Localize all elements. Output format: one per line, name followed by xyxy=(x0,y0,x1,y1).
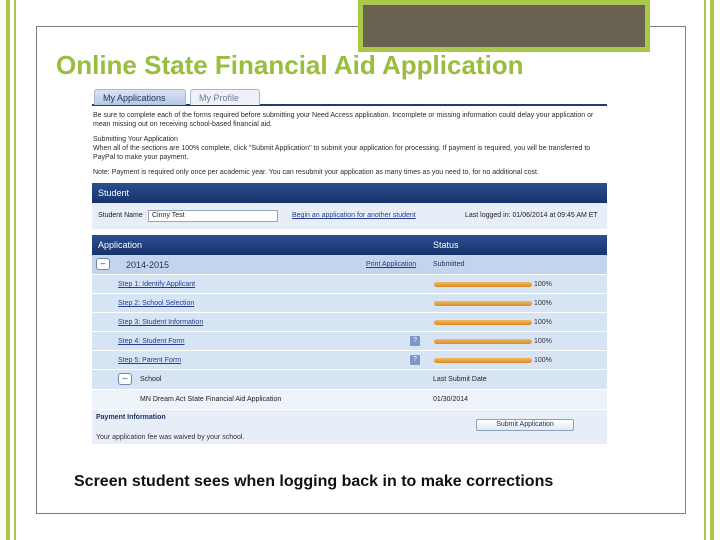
progress-fill xyxy=(434,301,532,306)
step-4-progress-bar xyxy=(434,339,532,344)
school-header-row xyxy=(92,370,607,390)
step-3-link[interactable]: Step 3: Student Information xyxy=(118,319,204,326)
step-2-progress-bar xyxy=(434,301,532,306)
tab-my-applications[interactable]: My Applications xyxy=(94,89,186,105)
tab-my-profile[interactable]: My Profile xyxy=(190,89,260,105)
payment-section xyxy=(92,410,607,444)
step-3-progress-bar xyxy=(434,320,532,325)
step-row xyxy=(92,294,607,313)
step-3-percent: 100% xyxy=(534,319,552,326)
application-status: Submitted xyxy=(433,261,465,268)
payment-message: Your application fee was waived by your school. xyxy=(96,434,245,441)
step-1-progress-bar xyxy=(434,282,532,287)
student-header: Student xyxy=(92,183,607,203)
school-application-date: 01/30/2014 xyxy=(433,396,469,403)
collapse-school-button[interactable]: – xyxy=(118,373,132,385)
left-decor-stripe-thin xyxy=(14,0,16,540)
step-5-link[interactable]: Step 5: Parent Form xyxy=(118,357,182,364)
step-2-percent: 100% xyxy=(534,300,552,307)
step-row xyxy=(92,275,607,294)
right-decor-stripe-thin xyxy=(704,0,706,540)
right-decor-stripe xyxy=(710,0,714,540)
submit-application-button[interactable]: Submit Application xyxy=(476,419,574,431)
student-name-label: Student Name xyxy=(98,212,143,219)
step-row xyxy=(92,332,607,351)
step-1-percent: 100% xyxy=(534,281,552,288)
student-name-field[interactable]: Cinny Test xyxy=(148,210,278,222)
left-decor-stripe xyxy=(6,0,10,540)
progress-fill xyxy=(434,320,532,325)
intro-text xyxy=(92,106,607,177)
payment-title: Payment Information xyxy=(96,414,166,421)
decor-block xyxy=(358,0,650,52)
step-5-progress-bar xyxy=(434,358,532,363)
help-icon[interactable]: ? xyxy=(410,355,420,365)
last-logged-in: Last logged in: 01/06/2014 at 09:45 AM ET xyxy=(465,212,598,219)
collapse-year-button[interactable]: – xyxy=(96,258,110,270)
step-5-percent: 100% xyxy=(534,357,552,364)
step-4-percent: 100% xyxy=(534,338,552,345)
progress-fill xyxy=(434,358,532,363)
submitting-heading: Submitting Your Application xyxy=(93,136,178,143)
slide-caption: Screen student sees when logging back in to make corrections xyxy=(74,473,554,490)
steps-list xyxy=(92,275,607,370)
student-row xyxy=(92,203,607,229)
step-2-link[interactable]: Step 2: School Selection xyxy=(118,300,195,307)
application-year: 2014-2015 xyxy=(126,260,170,270)
submitting-text: When all of the sections are 100% complete, click "Submit Application" to submit your application for processing. If payment is required, you will be transferred to PayPal to make your payment. xyxy=(93,145,591,161)
print-application-link[interactable]: Print Application xyxy=(366,261,417,268)
application-column-header: Application xyxy=(98,240,143,250)
slide-title: Online State Financial Aid Application xyxy=(56,50,524,80)
progress-fill xyxy=(434,339,532,344)
payment-note: Note: Payment is required only once per academic year. You can resubmit your application as many times as you need to, for no additional cost. xyxy=(93,169,539,176)
step-1-link[interactable]: Step 1: Identify Applicant xyxy=(118,281,196,288)
school-application-row xyxy=(92,390,607,410)
step-4-link[interactable]: Step 4: Student Form xyxy=(118,338,185,345)
tab-bar xyxy=(92,88,607,106)
application-header xyxy=(92,235,607,255)
school-application-name: MN Dream Act State Financial Aid Application xyxy=(140,396,282,403)
last-submit-label: Last Submit Date xyxy=(433,376,487,383)
school-label: School xyxy=(140,376,162,383)
year-row xyxy=(92,255,607,275)
begin-application-link[interactable]: Begin an application for another student xyxy=(292,212,416,219)
step-row xyxy=(92,351,607,370)
status-column-header: Status xyxy=(433,240,459,250)
application-screenshot xyxy=(92,88,607,466)
intro-paragraph: Be sure to complete each of the forms required before submitting your Need Access application. Incomplete or missing information could delay your application or mean missing out on receiving school-based financial aid. xyxy=(93,112,594,128)
help-icon[interactable]: ? xyxy=(410,336,420,346)
progress-fill xyxy=(434,282,532,287)
step-row xyxy=(92,313,607,332)
